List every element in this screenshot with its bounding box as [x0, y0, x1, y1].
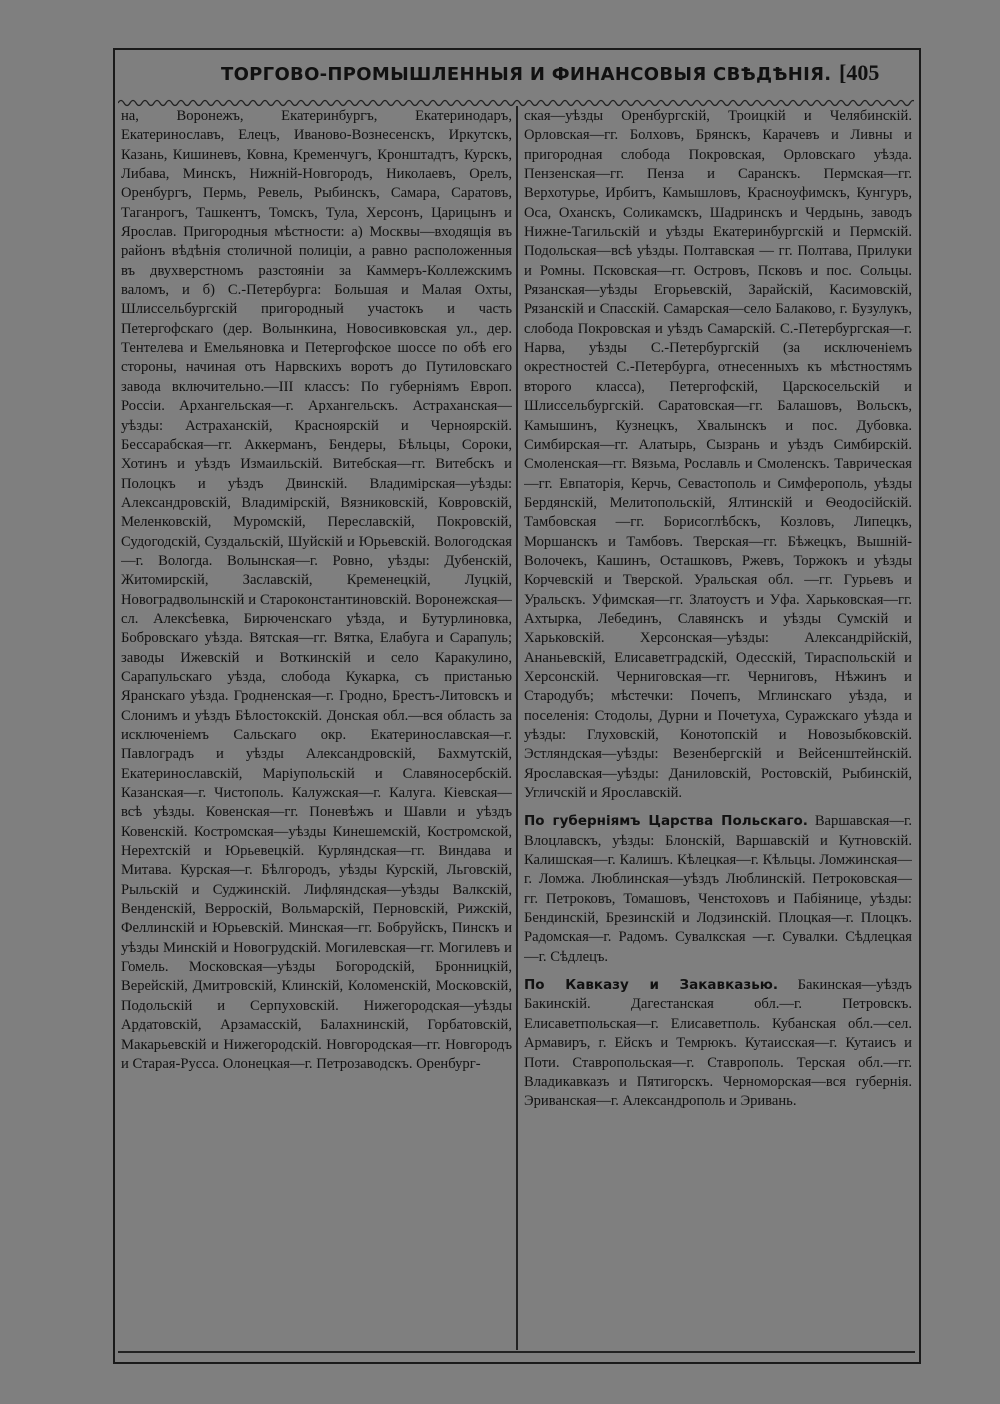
page-header [115, 60, 917, 92]
left-column-text: на, Воронежъ, Екатеринбургъ, Екатеринодаръ, Екатеринославъ, Елецъ, Иваново-Вознесенскъ, Иркутскъ, Казань, Кишиневъ, Ковна, Кременчугъ, Кронштадтъ, Курскъ, Либава, Минскъ, Нижній-Новгородъ, Николаевъ, Орелъ, Оренбургъ, Пермь, Ревель, Рыбинскъ, Самара, Саратовъ, Таганрогъ, Ташкентъ, Томскъ, Тула, Херсонъ, Царицынъ и Ярослав. Пригородныя мѣстности: а) Москвы—входящія въ районъ вѣдѣнія столичной полиціи, а равно расположенныя въ двухверстномъ разстояніи за Каммеръ-Коллежскимъ валомъ, и б) С.-Петербурга: Большая и Малая Охты, Шлиссельбургскій пригородный участокъ и часть Петергофскаго (дер. Волынкина, Новосивковская ул., дер. Тентелева и Емельяновка и Петергофское шоссе по обѣ его стороны, начиная отъ Нарвскихъ воротъ до Путиловскаго завода включительно.—III классъ: По губерніямъ Европ. Россіи. Архангельская—г. Архангельскъ. Астраханская—уѣзды: Астраханскій, Красноярскій и Черноярскій. Бессарабская—гг. Аккерманъ, Бендеры, Бѣльцы, Сороки, Хотинъ и уѣздъ Измаильскій. Витебская—гг. Витебскъ и Полоцкъ и уѣздъ Двинскій. Владимірская—уѣзды: Александровскій, Владимірскій, Вязниковскій, Ковровскій, Меленковскій, Муромскій, Переславскій, Покровскій, Судогодскій, Суздальскій, Шуйскій и Юрьевскій. Вологодская—г. Вологда. Волынская—г. Ровно, уѣзды: Дубенскій, Житомирскій, Заславскій, Кременецкій, Луцкій, Новоградволынскій и Староконстантиновскій. Воронежская—сл. Алексѣевка, Бирюченскаго уѣзда, и Бутурлиновка, Бобровскаго уѣзда. Вятская—гг. Вятка, Елабуга и Сарапуль; заводы Ижевскій и Воткинскій и село Каракулино, Сарапульскаго уѣзда, слобода Кукарка, съ пристанью Яранскаго уѣзда. Гродненская—г. Гродно, Брестъ-Литовскъ и Слонимъ и уѣздъ Бѣлостокскій. Донская обл.—вся область за исключеніемъ Сальскаго окр. Екатеринославская—г. Павлоградъ и уѣзды Александровскій, Бахмутскій, Екатеринославскій, Маріупольскій и Славяносербскій. Казанская—г. Чистополь. Калужская—г. Калуга. Кіевская—всѣ уѣзды. Ковенская—гг. Поневѣжъ и Шавли и уѣздъ Ковенскій. Костромская—уѣзды Кинешемскій, Костромской, Нерехтскій и Юрьевецкій. Курляндская—гг. Виндава и Митава. Курская—г. Бѣлгородъ, уѣзды Курскій, Льговскій, Рыльскій и Суджинскій. Лифляндская—уѣзды Валкскій, Венденскій, Верроскій, Вольмарскій, Перновскій, Рижскій, Феллинскій и Юрьевскій. Минская—гг. Бобруйскъ, Пинскъ и уѣзды Минскій и Новогрудскій. Могилевская—гг. Могилевъ и Гомель. Московская—уѣзды Богородскій, Бронницкій, Верейскій, Дмитровскій, Клинскій, Коломенскій, Московскій, Подольскій и Серпуховскій. Нижегородская—уѣзды Ардатовскій, Арзамасскій, Балахнинскій, Горбатовскій, Макарьевскій и Нижегородскій. Новгородская—гг. Новгородъ и Старая-Русса. Олонецкая—г. Петрозаводскъ. Оренбург- [121, 108, 512, 1072]
page-title: ТОРГОВО-ПРОМЫШЛЕННЫЯ И ФИНАНСОВЫЯ СВѢДѢНІЯ. [221, 64, 832, 85]
right-column-paragraph-1: ская—уѣзды Оренбургскій, Троицкій и Челябинскій. Орловская—гг. Болховъ, Брянскъ, Карачевъ и Ливны и пригородная слобода Покровская, Орловскаго уѣзда. Пензенская—гг. Пенза и Саранскъ. Пермская—гг. Верхотурье, Ирбитъ, Камышловъ, Красноуфимскъ, Кунгуръ, Оса, Оханскъ, Соликамскъ, Шадринскъ и Чердынь, заводъ Нижне-Тагильскій и уѣзды Екатеринбургскій и Пермскій. Подольская—всѣ уѣзды. Полтавская — гг. Полтава, Прилуки и Ромны. Псковская—гг. Островъ, Псковъ и пос. Сольцы. Рязанская—уѣзды Егорьевскій, Зарайскій, Касимовскій, Рязанскій и Спасскій. Самарская—село Балаково, г. Бузулукъ, слобода Покровская и уѣздъ Самарскій. С.-Петербургская—г. Нарва, уѣзды С.-Петербургскій (за исключеніемъ окрестностей С.-Петербурга, отнесенныхъ къ мѣстностямъ второго класса), Петергофскій, Царскосельскій и Шлиссельбургскій. Саратовская—гг. Балашовъ, Вольскъ, Камышинъ, Кузнецкъ, Хвалынскъ и пос. Дубовка. Симбирская—гг. Алатырь, Сызрань и уѣздъ Симбирскій. Смоленская—гг. Вязьма, Рославль и Смоленскъ. Таврическая—гг. Евпаторія, Керчь, Севастополь и Симферополь, уѣзды Бердянскій, Мелитопольскій, Ялтинскій и Ѳеодосійскій. Тамбовская —гг. Борисоглѣбскъ, Козловъ, Липецкъ, Моршанскъ и Тамбовъ. Тверская—гг. Бѣжецкъ, Вышній-Волочекъ, Кашинъ, Осташковъ, Ржевъ, Торжокъ и уѣзды Корчевскій и Тверской. Уральская обл. —гг. Гурьевъ и Уральскъ. Уфимская—гг. Златоустъ и Уфа. Харьковская—гг. Ахтырка, Лебединъ, Славянскъ и уѣзды Сумскій и Харьковскій. Херсонская—уѣзды: Александрійскій, Ананьевскій, Елисаветградскій, Одесскій, Тираспольскій и Херсонскій. Черниговская—гг. Черниговъ, Нѣжинъ и Стародубъ; мѣстечки: Почепъ, Мглинскаго уѣзда, и поселенія: Стодолы, Дурни и Почетуха, Суражскаго уѣзда и уѣзды: Глуховскій, Конотопскій и Новозыбковскій. Эстляндская—уѣзды: Везенбергскій и Вейсенштейнскій. Ярославская—уѣзды: Даниловскій, Ростовскій, Рыбинскій, Угличскій и Ярославскій. [524, 108, 912, 802]
column-divider [516, 106, 518, 1350]
left-column [121, 107, 512, 1347]
right-column-paragraph-3 [524, 976, 912, 1111]
bottom-rule [118, 1351, 915, 1353]
caucasus-text: Бакинская—уѣздъ Бакинскій. Дагестанская обл.—г. Петровскъ. Елисаветпольская—г. Елисаветполь. Кубанская обл.—сел. Армавиръ, г. Ейскъ и Темрюкъ. Кутаисская—г. Кутаисъ и Поти. Ставропольская—г. Ставрополь. Терская обл.—гг. Владикавказъ и Пятигорскъ. Черноморская—вся губернія. Эриванская—г. Александрополь и Эривань. [524, 977, 912, 1110]
poland-text: Варшавская—г. Влоцлавскъ, уѣзды: Блонскій, Варшавскій и Кутновскій. Калишская—г. Калишъ. Кѣлецкая—г. Кѣльцы. Ломжинская—г. Ломжа. Люблинская—уѣздъ Люблинскій. Петроковская—гг. Петроковъ, Томашовъ, Ченстоховъ и Пабіяницe, уѣзды: Бендинскій, Брезинскій и Лодзинскій. Плоцкая—г. Плоцкъ. Радомская—г. Радомъ. Сувалкская —г. Сувалки. Сѣдлецкая —г. Сѣдлецъ. [524, 813, 912, 965]
page-number: [405 [839, 60, 880, 85]
section-heading-caucasus: По Кавказу и Закавказью. [524, 977, 778, 994]
section-heading-poland: По губерніямъ Царства Польскаго. [524, 813, 808, 830]
right-column-paragraph-2 [524, 812, 912, 967]
right-column [524, 107, 912, 1347]
